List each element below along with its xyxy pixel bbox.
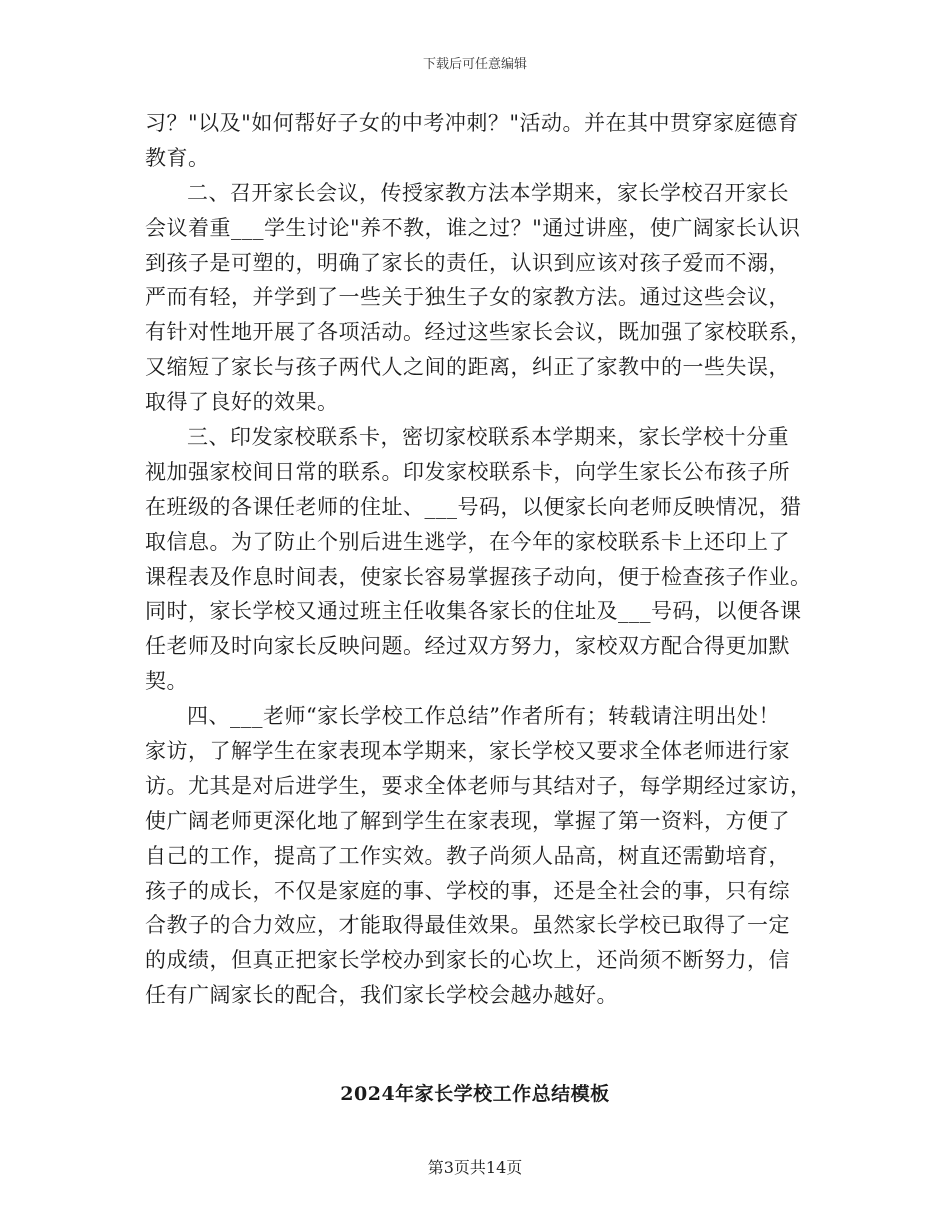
body-line: 在班级的各课任老师的住址、___号码，以便家长向老师反映情况，猎 — [145, 494, 802, 519]
body-line: 使广阔老师更深化地了解到学生在家表现，掌握了第一资料，方便了 — [145, 808, 790, 833]
body-line: 的成绩，但真正把家长学校办到家长的心坎上，还尚须不断努力，信 — [145, 948, 790, 973]
document-title: 2024年家长学校工作总结模板 — [340, 1083, 610, 1105]
paragraph-start-line: 二、召开家长会议，传授家教方法本学期来，家长学校召开家长 — [187, 180, 789, 205]
page-number: 第3页共14页 — [427, 1158, 523, 1177]
paragraph-start-line: 四、___老师“家长学校工作总结”作者所有；转载请注明出处！ — [187, 704, 780, 729]
body-line: 访。尤其是对后进学生，要求全体老师与其结对子，每学期经过家访， — [145, 773, 812, 798]
body-line: 同时，家长学校又通过班主任收集各家长的住址及___号码，以便各课 — [145, 599, 802, 624]
document-body — [145, 106, 817, 1013]
body-line: 家访，了解学生在家表现本学期来，家长学校又要求全体老师进行家 — [145, 739, 790, 764]
body-line: 会议着重___学生讨论"养不教，谁之过？"通过讲座，使广阔家长认识 — [145, 215, 801, 240]
body-line: 有针对性地开展了各项活动。经过这些家长会议，既加强了家校联系， — [145, 320, 812, 345]
body-line: 任有广阔家长的配合，我们家长学校会越办越好。 — [145, 983, 618, 1008]
body-line: 取信息。为了防止个别后进生逃学，在今年的家校联系卡上还印上了 — [145, 529, 790, 554]
body-line: 取得了良好的效果。 — [145, 390, 339, 415]
body-line: 课程表及作息时间表，使家长容易掌握孩子动向，便于检查孩子作业。 — [145, 564, 812, 589]
paragraph-start-line: 三、印发家校联系卡，密切家校联系本学期来，家长学校十分重 — [187, 425, 789, 450]
body-line: 孩子的成长，不仅是家庭的事、学校的事，还是全社会的事，只有综 — [145, 878, 790, 903]
body-line: 契。 — [145, 669, 188, 694]
body-line: 到孩子是可塑的，明确了家长的责任，认识到应该对孩子爱而不溺， — [145, 250, 790, 275]
body-line: 又缩短了家长与孩子两代人之间的距离，纠正了家教中的一些失误， — [145, 355, 790, 380]
body-line: 视加强家校间日常的联系。印发家校联系卡，向学生家长公布孩子所 — [145, 459, 790, 484]
body-line: 任老师及时向家长反映问题。经过双方努力，家校双方配合得更加默 — [145, 634, 790, 659]
page-header: 下载后可任意编辑 — [422, 57, 527, 72]
body-line: 严而有轻，并学到了一些关于独生子女的家教方法。通过这些会议， — [145, 285, 790, 310]
body-line: 合教子的合力效应，才能取得最佳效果。虽然家长学校已取得了一定 — [145, 913, 790, 938]
body-line: 自己的工作，提高了工作实效。教子尚须人品高，树直还需勤培育， — [145, 843, 790, 868]
body-line: 教育。 — [145, 145, 210, 170]
body-line: 习？"以及"如何帮好子女的中考冲刺？"活动。并在其中贯穿家庭德育 — [145, 111, 799, 135]
